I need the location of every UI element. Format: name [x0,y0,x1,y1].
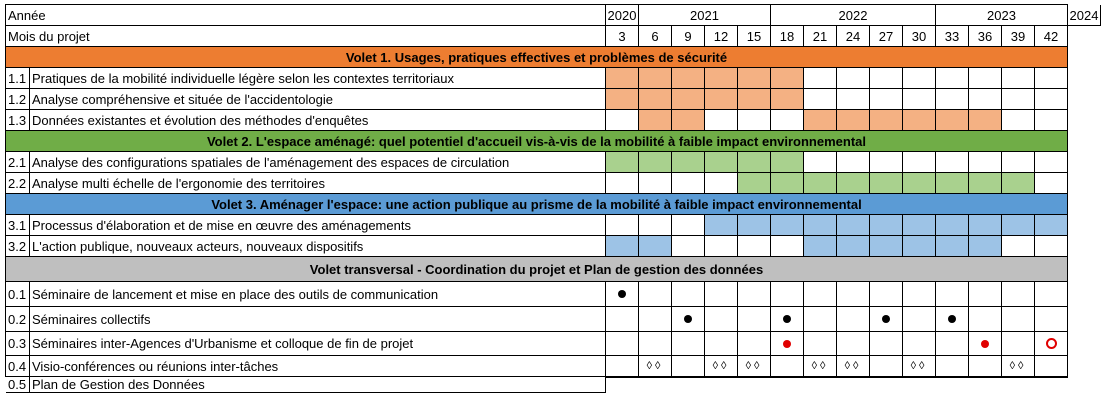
month-header-cell: 33 [936,26,969,47]
gantt-cell-active [969,215,1002,236]
gantt-cell [1035,307,1068,332]
gantt-cell [1035,332,1068,356]
task-label: Processus d'élaboration et de mise en œuvre des aménagements [30,215,606,236]
gantt-cell-active [606,68,639,89]
gantt-cell [606,332,639,356]
task-label: Visio-conférences ou réunions inter-tâches [30,356,606,377]
gantt-cell-active [903,215,936,236]
gantt-cell [804,356,837,377]
gantt-cell [870,377,903,378]
gantt-cell [639,377,672,378]
gantt-cell [639,215,672,236]
gantt-cell [1002,356,1035,377]
gantt-cell-active [1002,173,1035,194]
gantt-cell [705,110,738,131]
gantt-cell [837,152,870,173]
gantt-cell-active [606,89,639,110]
gantt-cell [870,307,903,332]
task-label: Pratiques de la mobilité individuelle légère selon les contextes territoriaux [30,68,606,89]
gantt-cell [738,356,771,377]
gantt-cell [1035,173,1068,194]
gantt-cell-active [936,236,969,257]
gantt-cell [1002,282,1035,307]
gantt-cell [771,332,804,356]
gantt-cell-active [1002,215,1035,236]
black-dot-icon [684,315,692,323]
gantt-cell-active [804,236,837,257]
task-number: 0.1 [6,282,30,307]
task-number: 0.2 [6,307,30,332]
gantt-cell-active [870,110,903,131]
diamond-pair-icon: ◊◊ [844,360,862,372]
gantt-cell [672,356,705,377]
gantt-cell-active [804,110,837,131]
year-header-cell: 2024 [1068,5,1101,26]
gantt-cell [771,356,804,377]
gantt-cell [606,173,639,194]
gantt-cell [1035,152,1068,173]
gantt-cell [672,173,705,194]
gantt-cell-active [837,215,870,236]
month-header-cell: 27 [870,26,903,47]
gantt-cell-active [639,110,672,131]
task-number: 2.1 [6,152,30,173]
gantt-cell [1002,89,1035,110]
month-header-cell: 36 [969,26,1002,47]
gantt-cell [1035,110,1068,131]
gantt-cell [936,377,969,378]
black-dot-icon [882,315,890,323]
month-header-cell: 39 [1002,26,1035,47]
black-dot-icon [618,290,626,298]
gantt-cell [936,152,969,173]
gantt-cell [705,307,738,332]
gantt-cell [1035,282,1068,307]
gantt-cell-active [969,110,1002,131]
gantt-cell [903,282,936,307]
gantt-cell-active [639,89,672,110]
gantt-cell-active [672,152,705,173]
gantt-cell [903,89,936,110]
gantt-cell [639,282,672,307]
gantt-cell-active [837,173,870,194]
diamond-pair-icon: ◊◊ [811,360,829,372]
gantt-cell-active [936,215,969,236]
gantt-cell [1002,110,1035,131]
gantt-cell-active [837,110,870,131]
task-number: 1.3 [6,110,30,131]
gantt-cell-active [1002,377,1035,378]
gantt-cell-active [936,173,969,194]
gantt-cell-active [870,173,903,194]
gantt-cell [771,236,804,257]
diamond-pair-icon: ◊◊ [1009,360,1027,372]
task-label: Analyse multi échelle de l'ergonomie des territoires [30,173,606,194]
month-header-cell: 24 [837,26,870,47]
gantt-cell [969,89,1002,110]
gantt-cell [1002,307,1035,332]
gantt-cell-active [639,68,672,89]
gantt-cell [1035,236,1068,257]
gantt-cell-active [1035,215,1068,236]
gantt-cell-active [903,110,936,131]
gantt-cell-active [771,68,804,89]
gantt-cell [936,307,969,332]
black-dot-icon [948,315,956,323]
gantt-cell [672,282,705,307]
gantt-cell [1002,332,1035,356]
gantt-cell [606,110,639,131]
year-header-cell: 2021 [639,5,771,26]
gantt-cell [969,152,1002,173]
gantt-cell [969,68,1002,89]
gantt-cell [1035,89,1068,110]
gantt-cell [804,68,837,89]
month-header-cell: 15 [738,26,771,47]
task-label: L'action publique, nouveaux acteurs, nouveaux dispositifs [30,236,606,257]
diamond-pair-icon: ◊◊ [712,360,730,372]
year-header-cell: 2022 [771,5,936,26]
section-header: Volet 1. Usages, pratiques effectives et problèmes de sécurité [6,47,1068,68]
task-label: Analyse des configurations spatiales de l'aménagement des espaces de circulation [30,152,606,173]
gantt-cell [1035,356,1068,377]
gantt-cell [672,332,705,356]
gantt-cell [903,356,936,377]
red-ring-icon [1046,338,1057,349]
gantt-cell [639,332,672,356]
gantt-cell [672,377,705,378]
gantt-cell-active [738,89,771,110]
year-label: Année [6,5,606,26]
section-header: Volet transversal - Coordination du projet et Plan de gestion des données [6,257,1068,282]
diamond-pair-icon: ◊◊ [646,360,664,372]
gantt-cell [936,68,969,89]
gantt-cell-active [705,89,738,110]
gantt-cell [969,356,1002,377]
gantt-cell-active [804,173,837,194]
gantt-cell [738,307,771,332]
gantt-cell [804,332,837,356]
gantt-cell-active [606,152,639,173]
gantt-cell-active [738,68,771,89]
task-number: 1.1 [6,68,30,89]
gantt-cell [870,282,903,307]
gantt-cell-active [738,215,771,236]
gantt-cell-active [1035,377,1068,378]
gantt-cell [804,152,837,173]
gantt-cell [639,307,672,332]
gantt-cell [1035,68,1068,89]
gantt-cell-active [705,152,738,173]
gantt-cell [672,307,705,332]
gantt-cell-active [738,173,771,194]
gantt-cell [870,356,903,377]
gantt-cell [903,68,936,89]
task-label: Plan de Gestion des Données [30,377,606,393]
gantt-cell [969,282,1002,307]
gantt-cell-active [738,152,771,173]
gantt-cell-active [639,152,672,173]
section-header: Volet 2. L'espace aménagé: quel potentiel d'accueil vis-à-vis de la mobilité à faible impact environnemental [6,131,1068,152]
gantt-cell-active [837,236,870,257]
gantt-cell [837,68,870,89]
gantt-cell [705,173,738,194]
task-label: Analyse compréhensive et située de l'accidentologie [30,89,606,110]
year-header-cell: 2020 [606,5,639,26]
gantt-cell-active [903,236,936,257]
gantt-cell-active [771,89,804,110]
gantt-cell [969,377,1002,378]
gantt-cell [672,236,705,257]
gantt-cell [738,377,771,378]
task-number: 0.3 [6,332,30,356]
gantt-cell-active [672,110,705,131]
gantt-cell-active [672,68,705,89]
gantt-cell [870,332,903,356]
gantt-cell [804,307,837,332]
gantt-cell [903,332,936,356]
task-label: Séminaires inter-Agences d'Urbanisme et colloque de fin de projet [30,332,606,356]
gantt-cell [870,152,903,173]
gantt-cell-active [672,89,705,110]
month-header-cell: 42 [1035,26,1068,47]
gantt-cell [870,89,903,110]
gantt-cell-active [969,173,1002,194]
gantt-cell-active [606,236,639,257]
gantt-cell-active [705,68,738,89]
gantt-cell [771,377,804,378]
month-header-cell: 12 [705,26,738,47]
gantt-cell-active [705,215,738,236]
gantt-cell [1002,236,1035,257]
task-number: 0.5 [6,377,30,393]
task-label: Données existantes et évolution des méthodes d'enquêtes [30,110,606,131]
gantt-cell [936,89,969,110]
month-header-cell: 6 [639,26,672,47]
month-header-cell: 30 [903,26,936,47]
month-header-cell: 3 [606,26,639,47]
task-number: 3.1 [6,215,30,236]
gantt-cell [606,215,639,236]
gantt-cell [705,332,738,356]
gantt-cell-active [870,215,903,236]
gantt-cell-active [837,377,870,378]
gantt-cell [837,307,870,332]
red-dot-icon [981,340,989,348]
gantt-cell-active [771,152,804,173]
gantt-cell [771,282,804,307]
gantt-cell [738,282,771,307]
gantt-cell [804,89,837,110]
gantt-cell [639,356,672,377]
gantt-cell [903,307,936,332]
gantt-cell-active [771,215,804,236]
month-header-cell: 18 [771,26,804,47]
gantt-cell [606,356,639,377]
gantt-cell-active [639,236,672,257]
gantt-cell-active [936,110,969,131]
task-number: 3.2 [6,236,30,257]
task-label: Séminaires collectifs [30,307,606,332]
task-number: 1.2 [6,89,30,110]
diamond-pair-icon: ◊◊ [745,360,763,372]
black-dot-icon [783,315,791,323]
gantt-cell [738,332,771,356]
gantt-cell [705,236,738,257]
gantt-cell-active [804,377,837,378]
gantt-cell-active [606,377,639,378]
task-number: 0.4 [6,356,30,377]
gantt-cell-active [771,173,804,194]
gantt-cell [936,282,969,307]
task-label: Séminaire de lancement et mise en place des outils de communication [30,282,606,307]
gantt-cell [705,282,738,307]
gantt-cell [936,332,969,356]
gantt-cell-active [903,173,936,194]
gantt-cell [1002,68,1035,89]
gantt-cell [969,332,1002,356]
year-header-cell: 2023 [936,5,1068,26]
gantt-cell [969,307,1002,332]
month-label: Mois du projet [6,26,606,47]
gantt-cell [936,356,969,377]
section-header: Volet 3. Aménager l'espace: une action publique au prisme de la mobilité à faible impact environnemental [6,194,1068,215]
gantt-cell [903,152,936,173]
gantt-cell [672,215,705,236]
gantt-cell [771,307,804,332]
gantt-cell [738,110,771,131]
gantt-cell [1002,152,1035,173]
gantt-cell [639,173,672,194]
gantt-cell [705,356,738,377]
gantt-cell [870,68,903,89]
month-header-cell: 21 [804,26,837,47]
gantt-cell [606,282,639,307]
month-header-cell: 9 [672,26,705,47]
gantt-cell-active [804,215,837,236]
gantt-cell [804,282,837,307]
red-dot-icon [783,340,791,348]
gantt-cell [837,282,870,307]
gantt-cell [837,89,870,110]
gantt-cell-active [870,236,903,257]
gantt-cell [738,236,771,257]
gantt-cell [903,377,936,378]
gantt-cell-active [969,236,1002,257]
gantt-cell [771,110,804,131]
gantt-cell [606,307,639,332]
task-number: 2.2 [6,173,30,194]
diamond-pair-icon: ◊◊ [910,360,928,372]
gantt-cell [837,356,870,377]
gantt-cell [705,377,738,378]
gantt-cell [837,332,870,356]
